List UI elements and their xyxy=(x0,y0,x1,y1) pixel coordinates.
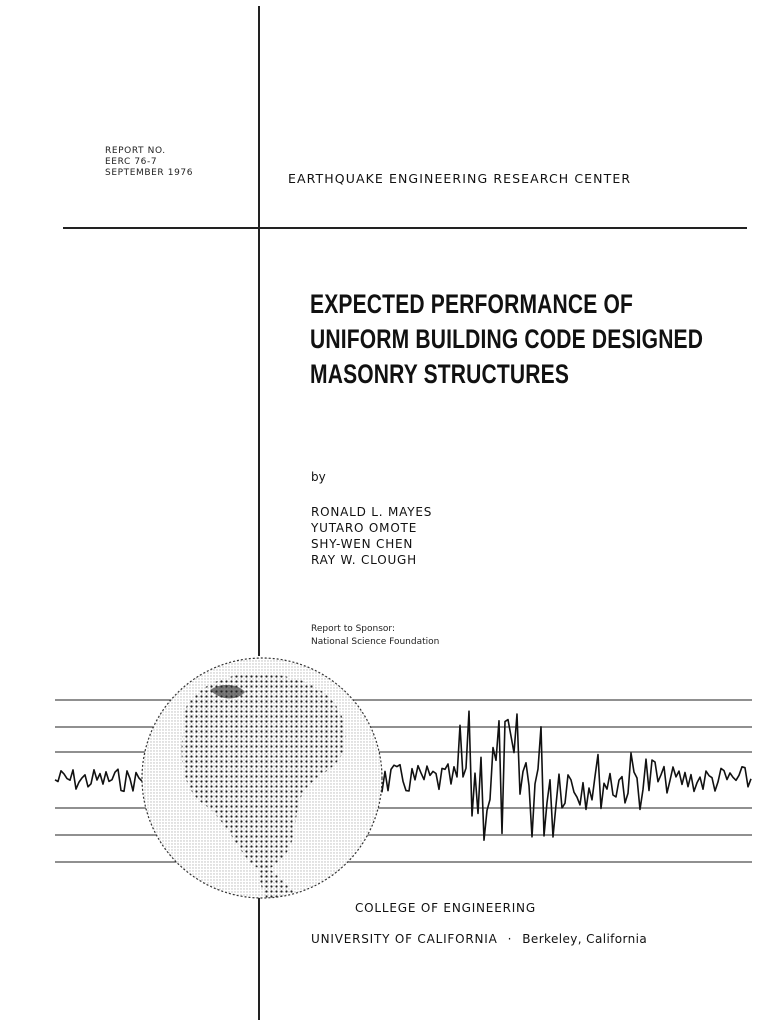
title-line-1: EXPECTED PERFORMANCE OF xyxy=(310,289,634,319)
report-date: SEPTEMBER 1976 xyxy=(105,168,194,178)
sponsor-name: National Science Foundation xyxy=(311,637,440,647)
author: RAY W. CLOUGH xyxy=(311,553,417,567)
college-name: COLLEGE OF ENGINEERING xyxy=(355,901,536,915)
sponsor-label: Report to Sponsor: xyxy=(311,624,395,634)
globe-icon xyxy=(142,658,382,905)
title-line-3: MASONRY STRUCTURES xyxy=(310,359,570,389)
author: RONALD L. MAYES xyxy=(311,505,433,519)
university-name: UNIVERSITY OF CALIFORNIA xyxy=(311,932,498,946)
report-number-label: REPORT NO. xyxy=(105,146,166,156)
research-center-name: EARTHQUAKE ENGINEERING RESEARCH CENTER xyxy=(288,171,632,186)
author: SHY-WEN CHEN xyxy=(311,537,414,551)
university-line xyxy=(311,932,647,946)
separator-dot: · xyxy=(507,932,513,946)
by-label: by xyxy=(311,470,326,484)
title-line-2: UNIFORM BUILDING CODE DESIGNED xyxy=(310,324,704,354)
report-number: EERC 76-7 xyxy=(105,157,158,167)
author: YUTARO OMOTE xyxy=(311,521,418,535)
university-city: Berkeley, California xyxy=(522,932,648,946)
